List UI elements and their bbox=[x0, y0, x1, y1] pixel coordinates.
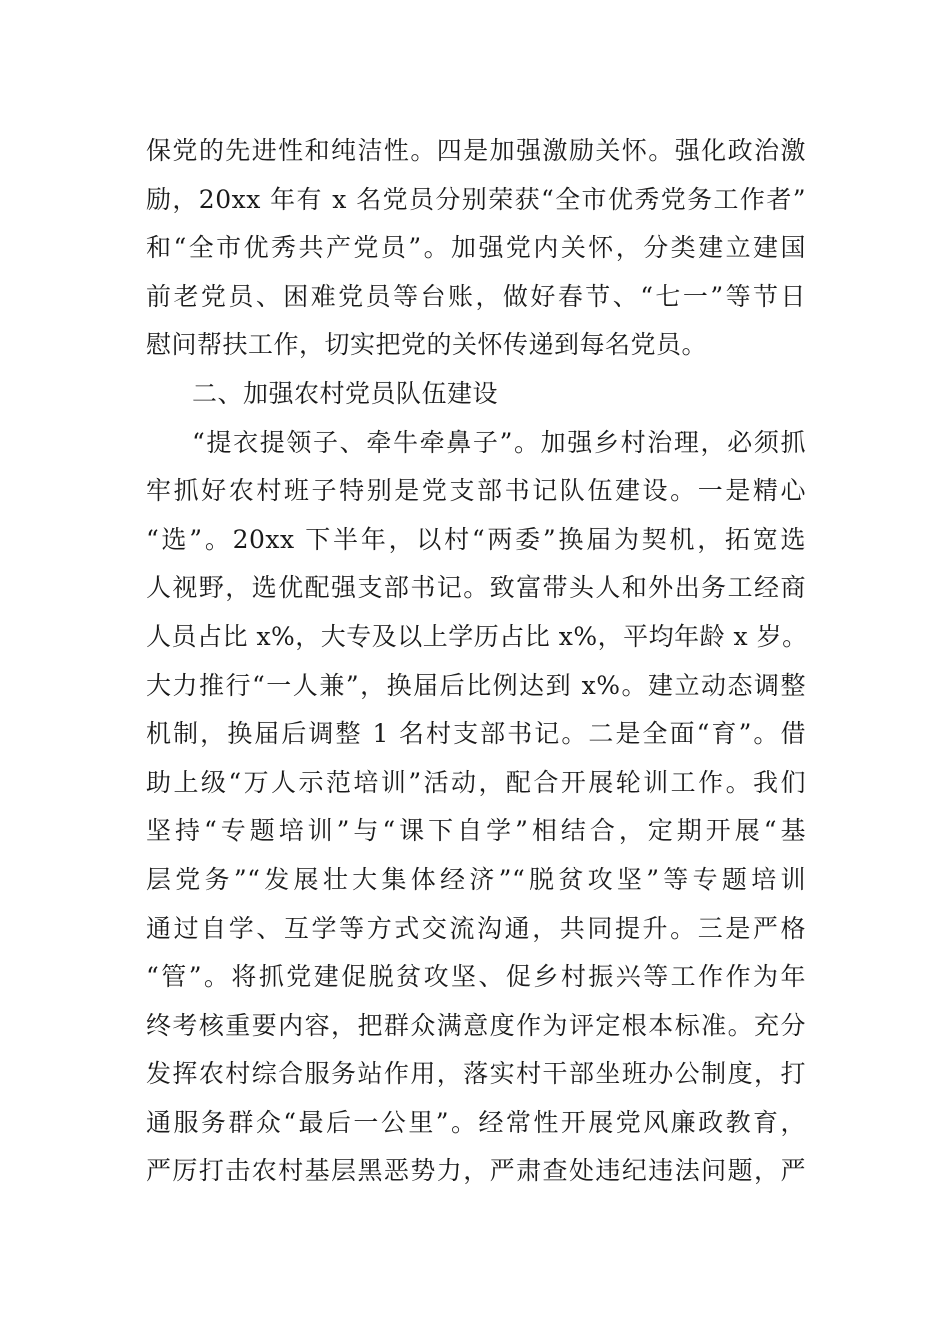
text-line: 坚持“专题培训”与“课下自学”相结合，定期开展“基 bbox=[146, 816, 806, 846]
text-line: 机制，换届后调整 1 名村支部书记。二是全面“育”。借 bbox=[146, 719, 806, 749]
text-line: 助上级“万人示范培训”活动，配合开展轮训工作。我们 bbox=[146, 767, 806, 797]
text-line: 和“全市优秀共产党员”。加强党内关怀，分类建立建国 bbox=[146, 233, 806, 263]
section-heading: 二、加强农村党员队伍建设 bbox=[192, 378, 499, 408]
text-line: 慰问帮扶工作，切实把党的关怀传递到每名党员。 bbox=[146, 330, 708, 360]
text-line: “管”。将抓党建促脱贫攻坚、促乡村振兴等工作作为年 bbox=[146, 962, 806, 992]
text-line: 大力推行“一人兼”，换届后比例达到 x%。建立动态调整 bbox=[146, 670, 806, 700]
text-line: 层党务”“发展壮大集体经济”“脱贫攻坚”等专题培训 bbox=[146, 864, 806, 894]
text-line: 牢抓好农村班子特别是党支部书记队伍建设。一是精心 bbox=[146, 476, 806, 506]
text-line: “提衣提领子、牵牛牵鼻子”。加强乡村治理，必须抓 bbox=[192, 427, 806, 457]
text-line: 发挥农村综合服务站作用，落实村干部坐班办公制度，打 bbox=[146, 1059, 806, 1089]
text-line: 保党的先进性和纯洁性。四是加强激励关怀。强化政治激 bbox=[146, 136, 806, 165]
text-line: 人视野，选优配强支部书记。致富带头人和外出务工经商 bbox=[146, 573, 806, 603]
text-line: 人员占比 x%，大专及以上学历占比 x%，平均年龄 x 岁。 bbox=[146, 621, 808, 651]
text-line: 严厉打击农村基层黑恶势力，严肃查处违纪违法问题，严 bbox=[146, 1156, 806, 1186]
text-line: 通服务群众“最后一公里”。经常性开展党风廉政教育， bbox=[146, 1107, 806, 1137]
text-line: “选”。20xx 下半年，以村“两委”换届为契机，拓宽选 bbox=[146, 524, 806, 554]
body-text bbox=[146, 127, 806, 1196]
text-line: 终考核重要内容，把群众满意度作为评定根本标准。充分 bbox=[146, 1010, 806, 1040]
text-line: 励，20xx 年有 x 名党员分别荣获“全市优秀党务工作者” bbox=[146, 184, 806, 214]
text-line: 前老党员、困难党员等台账，做好春节、“七一”等节日 bbox=[146, 281, 806, 311]
text-line: 通过自学、互学等方式交流沟通，共同提升。三是严格 bbox=[146, 913, 806, 943]
